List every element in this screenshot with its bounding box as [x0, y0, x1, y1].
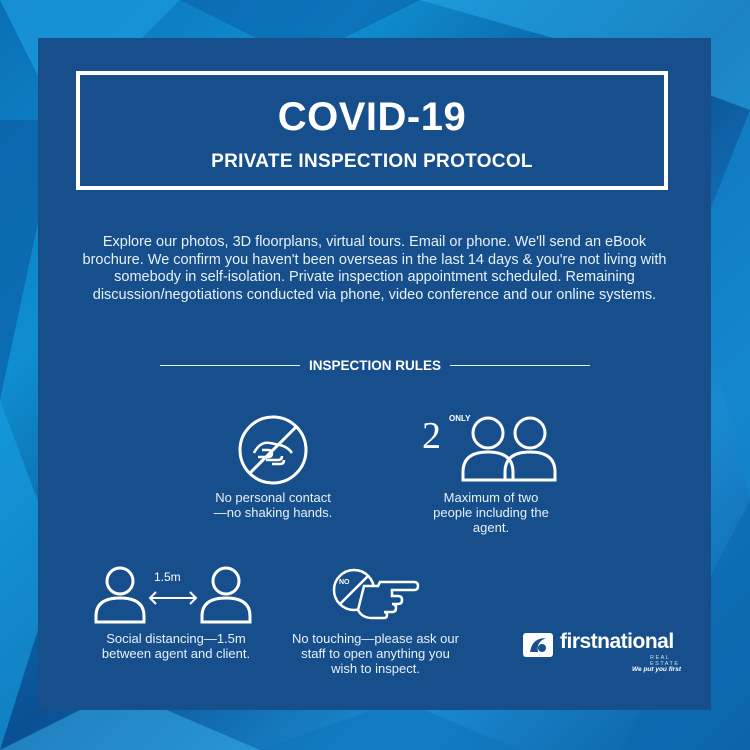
people-figures-icon	[458, 410, 558, 485]
distance-label: 1.5m	[154, 570, 181, 584]
rules-heading-row	[160, 356, 590, 376]
brand-subtitle: REAL ESTATE	[650, 655, 680, 667]
rule-caption-max-two: Maximum of two people including the agent.	[433, 490, 549, 535]
social-distance-icon	[90, 564, 260, 624]
rules-heading: INSPECTION RULES	[308, 358, 441, 373]
brand-name: firstnational	[560, 630, 674, 653]
rule-caption-no-contact: No personal contact—no shaking hands.	[213, 490, 333, 520]
no-handshake-icon	[236, 413, 310, 487]
two-people-icon	[418, 410, 558, 485]
rules-divider-right	[450, 365, 590, 366]
brand-mark-icon	[522, 632, 554, 658]
protocol-panel	[38, 38, 711, 710]
brand-logo	[522, 630, 702, 675]
badge-label: ONLY	[449, 414, 471, 423]
no-badge-label: NO	[339, 579, 350, 586]
intro-paragraph: Explore our photos, 3D floorplans, virtual tours. Email or phone. We'll send an eBook brochure. We confirm you haven't been overseas in the last 14 days & you're not living with somebody in self-isolation. Private inspection appointment scheduled. Remaining discussion/negotiations conducted via phone, video conference and our online systems.	[82, 234, 667, 303]
rule-caption-no-touching: No touching—please ask our staff to open anything you wish to inspect.	[292, 631, 459, 676]
page-subtitle: PRIVATE INSPECTION PROTOCOL	[211, 151, 533, 172]
badge-number: 2	[422, 415, 441, 457]
no-touching-icon	[330, 564, 420, 624]
title-box	[76, 71, 668, 190]
page-title: COVID-19	[277, 95, 467, 139]
rule-caption-distancing: Social distancing—1.5m between agent and client.	[101, 631, 251, 661]
brand-tagline: We put you first	[632, 666, 681, 673]
